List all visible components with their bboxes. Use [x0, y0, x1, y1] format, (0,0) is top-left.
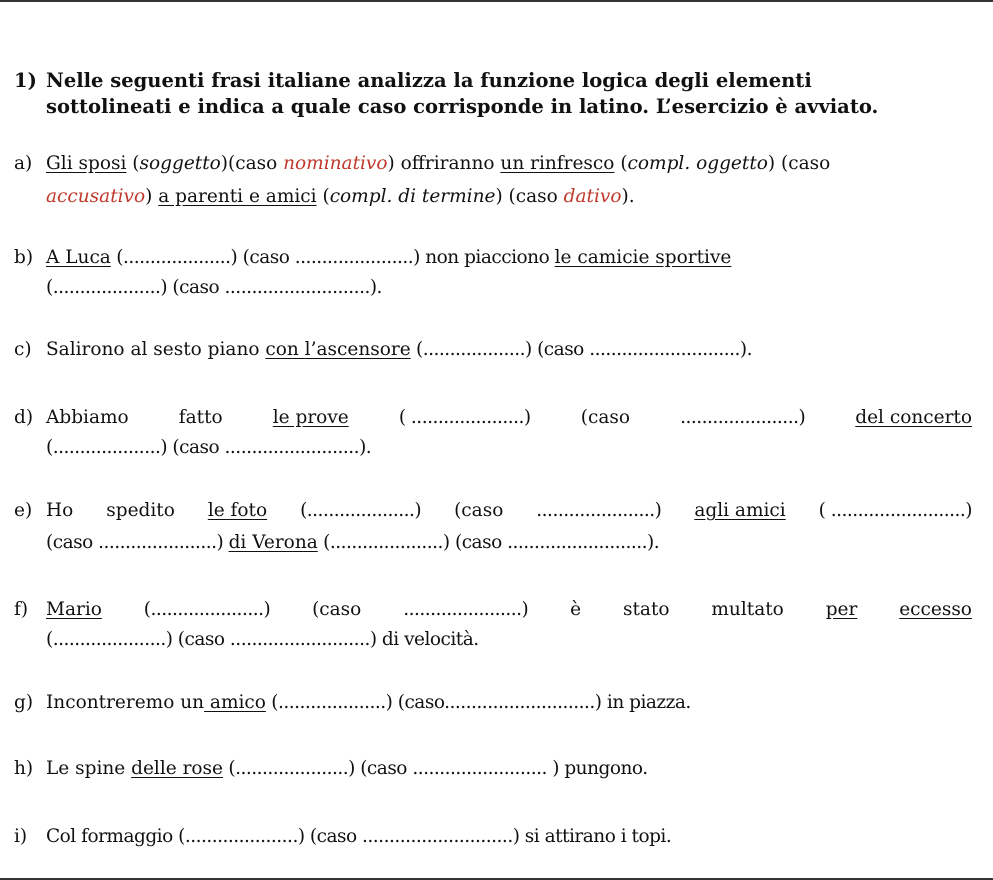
- answer-blanks[interactable]: (.....................) (caso ......................... ) pungono.: [223, 758, 648, 779]
- case-answer: nominativo: [283, 153, 388, 174]
- underlined-phrase: Gli sposi: [46, 153, 127, 174]
- underlined-phrase: delle rose: [131, 758, 224, 779]
- underlined-phrase: amico: [204, 692, 266, 713]
- underlined-phrase: di Verona: [228, 532, 318, 553]
- underlined-phrase: a parenti e amici: [158, 186, 317, 207]
- exercise-title: [14, 68, 974, 120]
- function-answer: soggetto: [139, 153, 221, 174]
- item-f-label: f): [14, 599, 29, 620]
- text: ).: [621, 186, 635, 207]
- text: multato: [711, 599, 784, 620]
- case-answer: dativo: [563, 186, 622, 207]
- underlined-phrase: eccesso: [899, 599, 972, 620]
- answer-blank[interactable]: (....................): [300, 500, 422, 521]
- item-i-label: i): [14, 826, 28, 847]
- item-c-line-1: [14, 335, 752, 365]
- item-d-line-2: [46, 433, 371, 463]
- underlined-phrase: con l’ascensore: [265, 339, 411, 360]
- item-c-label: c): [14, 339, 32, 360]
- top-rule: [0, 0, 993, 2]
- title-line-1: Nelle seguenti frasi italiane analizza la funzione logica degli elementi: [46, 69, 812, 92]
- item-d-line-1: [14, 403, 972, 433]
- text: )(caso: [220, 153, 284, 174]
- text: ) (caso: [495, 186, 564, 207]
- item-i-line-1: [14, 822, 671, 852]
- text: ) (caso: [767, 153, 831, 174]
- answer-blanks[interactable]: (caso ......................): [46, 532, 229, 553]
- title-line-2: sottolineati e indica a quale caso corrisponde in latino. L’esercizio è avviato.: [46, 95, 879, 118]
- answer-blanks[interactable]: (...................) (caso ............................).: [410, 339, 752, 360]
- underlined-phrase: agli amici: [694, 500, 786, 521]
- item-b-line-2: [46, 273, 382, 303]
- answer-blank[interactable]: ......................): [680, 407, 806, 428]
- text: (caso: [454, 500, 504, 521]
- item-a-line-1: [14, 149, 830, 179]
- text: fatto: [178, 407, 223, 428]
- answer-blanks[interactable]: (.....................) (caso ..........................) di velocità.: [46, 629, 479, 650]
- text: stato: [622, 599, 670, 620]
- underlined-phrase: le camicie sportive: [554, 247, 732, 268]
- underlined-phrase: Mario: [46, 599, 102, 620]
- underlined-phrase: per: [825, 599, 858, 620]
- answer-blanks[interactable]: (....................) (caso ......................) non piacciono: [110, 247, 555, 268]
- text: (caso: [580, 407, 630, 428]
- text: (: [126, 153, 140, 174]
- text: è: [570, 599, 582, 620]
- answer-blanks[interactable]: (....................) (caso ...........................).: [46, 277, 382, 298]
- item-g-line-1: [14, 688, 691, 718]
- text: ) offriranno: [387, 153, 501, 174]
- text: Le spine: [46, 758, 132, 779]
- answer-blank[interactable]: ( .........................): [818, 500, 972, 521]
- underlined-phrase: le prove: [272, 407, 349, 428]
- underlined-phrase: le foto: [207, 500, 268, 521]
- answer-blanks[interactable]: (....................) (caso............................) in piazza.: [265, 692, 691, 713]
- text: Abbiamo: [46, 407, 129, 428]
- item-d-label: d): [14, 407, 34, 428]
- text: ): [145, 186, 159, 207]
- item-a-label: a): [14, 153, 33, 174]
- function-answer: compl. di termine: [329, 186, 496, 207]
- item-g-label: g): [14, 692, 34, 713]
- answer-blank[interactable]: ......................): [536, 500, 662, 521]
- item-h-line-1: [14, 754, 648, 784]
- underlined-phrase: A Luca: [46, 247, 111, 268]
- case-answer: accusativo: [46, 186, 146, 207]
- item-f-line-1: [14, 595, 972, 625]
- answer-blanks[interactable]: (....................) (caso .........................).: [46, 437, 372, 458]
- text: Salirono al sesto piano: [46, 339, 266, 360]
- item-h-label: h): [14, 758, 34, 779]
- item-f-line-2: [46, 625, 479, 655]
- text: spedito: [106, 500, 175, 521]
- text: Incontreremo un: [46, 692, 205, 713]
- answer-blanks[interactable]: (.....................) (caso ..........................).: [317, 532, 660, 553]
- text: (caso: [312, 599, 362, 620]
- answer-blank[interactable]: ( .....................): [398, 407, 531, 428]
- answer-blank[interactable]: (.....................): [143, 599, 271, 620]
- underlined-phrase: del concerto: [855, 407, 972, 428]
- item-e-line-1: [14, 496, 972, 526]
- text: (: [614, 153, 628, 174]
- text: Ho: [46, 500, 74, 521]
- text: (: [316, 186, 330, 207]
- item-a-line-2: [46, 182, 635, 212]
- function-answer: compl. oggetto: [627, 153, 768, 174]
- item-e-line-2: [46, 528, 659, 558]
- answer-blank[interactable]: ......................): [403, 599, 529, 620]
- underlined-phrase: un rinfresco: [500, 153, 615, 174]
- item-e-label: e): [14, 500, 33, 521]
- sentence-with-blanks[interactable]: Col formaggio (.....................) (caso ............................) si attirano i topi.: [46, 826, 672, 847]
- item-b-line-1: [14, 243, 731, 273]
- exercise-number: 1): [14, 69, 37, 92]
- item-b-label: b): [14, 247, 34, 268]
